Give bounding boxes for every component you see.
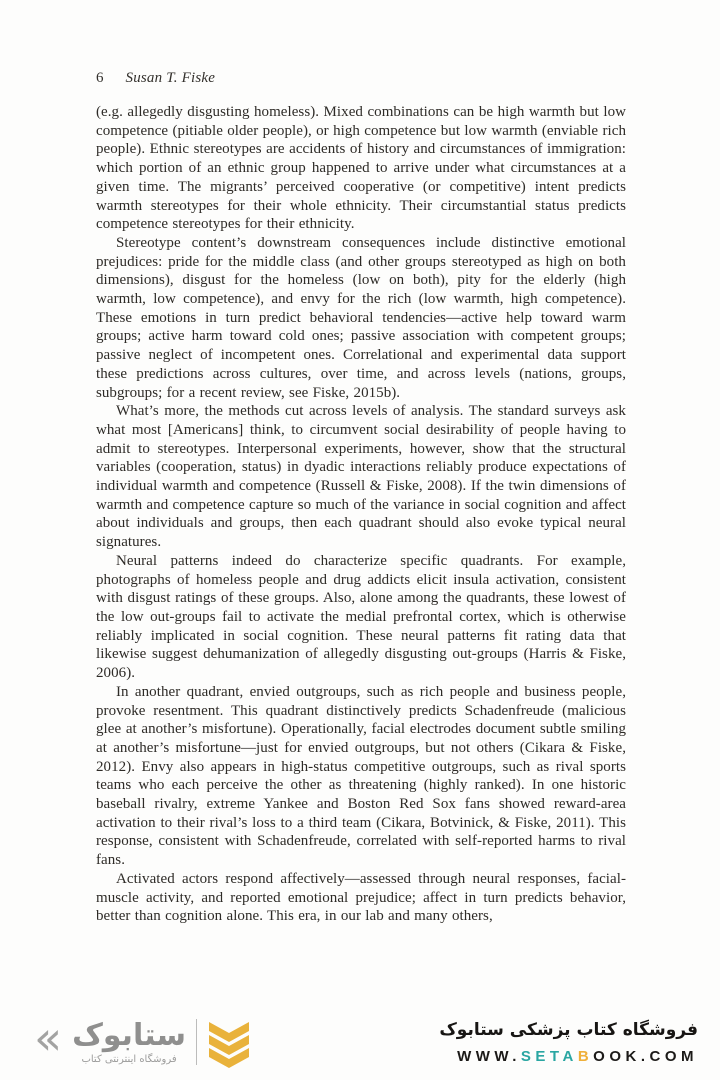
brand-tagline-persian: فروشگاه اینترنتی کتاب — [81, 1054, 177, 1065]
website-url — [439, 1048, 698, 1065]
stacked-chevrons-icon — [207, 1016, 251, 1068]
url-seta: SETA — [520, 1047, 578, 1065]
paragraph-6: Activated actors respond affectively—assessed through neural responses, facial-muscle activity, and reported emotional prejudice; affect in turn predicts behavior, better than cognition alone. This era, in our lab and many others, — [96, 870, 626, 925]
paragraph-2: Stereotype content’s downstream consequences include distinctive emotional prejudices: pride for the middle class (and other groups stereotyped as high on both dimensions), disgust for the homeless (low on both), pity for the elderly (high warmth, low competence), and envy for the rich (low warmth, high competence). These emotions in turn predict behavioral tendencies—active help toward warm groups; active harm toward cold ones; passive association with competent groups; passive neglect of incompetent ones. Correlational and experimental data support these predictions across cultures, over time, and across levels (nations, groups, subgroups; for a recent review, see Fiske, 2015b). — [96, 234, 626, 401]
brand-name-persian: ستابوک — [72, 1018, 186, 1053]
page-number: 6 — [96, 70, 104, 86]
paragraph-1: (e.g. allegedly disgusting homeless). Mixed combinations can be high warmth but low competence (pitiable older people), or high competence but low warmth (enviable rich people). Ethnic stereotypes are accidents of history and circumstances of immigration: which portion of an ethnic group happened to arrive under what circumstances at a given time. The migrants’ perceived cooperative (or competitive) intent predicts warmth stereotypes for their whole ethnicity. Their circumstantial status predicts competence stereotypes for their ethnicity. — [96, 104, 626, 233]
url-www: WWW. — [457, 1047, 521, 1065]
body-text — [96, 103, 626, 926]
store-info — [439, 1020, 698, 1065]
url-b: B — [577, 1047, 594, 1065]
paragraph-3: What’s more, the methods cut across levels of analysis. The standard surveys ask what most [Americans] think, to circumvent social desirability of people having to admit to stereotypes. Interpersonal experiments, however, show that the structural variables (cooperation, status) in dyadic interactions reliably produce expectations of individual warmth and competence (Russell & Fiske, 2008). If the twin dimensions of warmth and competence capture so much of the variance in social cognition and affect about individuals and groups, then each quadrant should also evoke typical neural signatures. — [96, 403, 626, 551]
running-header — [96, 70, 626, 87]
author-name: Susan T. Fiske — [125, 70, 216, 86]
page-footer — [34, 1011, 698, 1068]
setabook-logo — [34, 1011, 251, 1068]
paragraph-4: Neural patterns indeed do characterize specific quadrants. For example, photographs of homeless people and drug addicts elicit insula activation, consistent with disgust ratings of these groups. Also, alone among the quadrants, these lowest of the low out-groups fail to activate the medial prefrontal cortex, which is otherwise reliably implicated in social cognition. These neural patterns fit rating data that likewise suggest dehumanization of allegedly disgusting out-groups (Harris & Fiske, 2006). — [96, 552, 626, 682]
logo-divider — [196, 1019, 197, 1065]
guillemet-mark: « — [34, 1011, 63, 1065]
brand-block — [72, 1019, 186, 1065]
paragraph-5: In another quadrant, envied outgroups, such as rich people and business people, provoke resentment. This quadrant distinctively predicts Schadenfreude (malicious glee at another’s misfortune). Operationally, facial electrodes document subtle smiling at another’s misfortune—just for envied outgroups, but not others (Cikara & Fiske, 2012). Envy also appears in high-status competitive outgroups, such as rival sports teams who each perceive the other as threatening (highly ranked). In one historic baseball rivalry, extreme Yankee and Boston Red Sox fans showed reward-area activation to their rival’s loss to a third team (Cikara, Botvinick, & Fiske, 2011). This response, consistent with Schadenfreude, correlated with self-reported harms to rival fans. — [96, 683, 626, 869]
text-column — [96, 70, 626, 926]
url-rest: OOK.COM — [593, 1047, 698, 1065]
store-title-persian: فروشگاه کتاب پزشکی ستابوک — [439, 1019, 698, 1040]
